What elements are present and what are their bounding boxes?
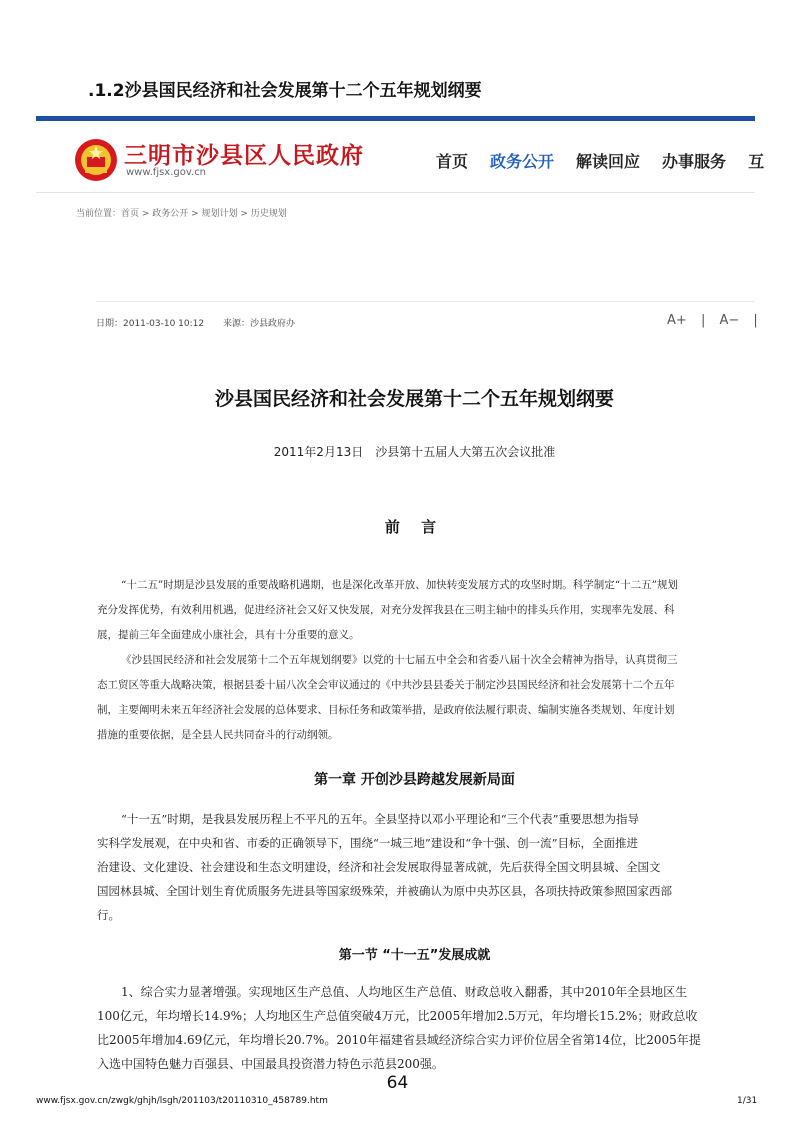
paragraph-line: 国园林县城、全国计划生育优质服务先进县等国家级殊荣，并被确认为原中央苏区县，各项扶持政策参照国家西部 [97, 884, 672, 898]
paragraph-line: “十二五”时期是沙县发展的重要战略机遇期，也是深化改革开放、加快转变发展方式的攻坚时期。科学制定“十二五”规划 [121, 579, 678, 591]
footer-page-count: 1/31 [737, 1096, 758, 1106]
site-banner [36, 121, 765, 192]
tool-separator: | [700, 313, 706, 328]
section-title: 第一节 “十一五”发展成就 [338, 948, 491, 963]
nav-item-home[interactable]: 首页 [436, 152, 469, 171]
paragraph-line: 实科学发展观，在中央和省、市委的正确领导下，围绕“一城三地”建设和“争十强、创一流”目标，全面推进 [97, 836, 639, 850]
article-source: 来源：沙县政府办 [222, 319, 295, 329]
main-nav [436, 149, 786, 172]
breadcrumb[interactable]: 当前位置：首页 > 政务公开 > 规划计划 > 历史规划 [76, 209, 287, 219]
paragraph-line: 展，提前三年全面建成小康社会，具有十分重要的意义。 [97, 629, 360, 641]
paragraph-line: 充分发挥优势，有效利用机遇，促进经济社会又好又快发展，对充分发挥我县在三明主轴中的排头兵作用，实现率先发展、科 [97, 604, 675, 616]
paragraph-line: 1、综合实力显著增强。实现地区生产总值、人均地区生产总值、财政总收入翻番，其中2010年全县地区生 [121, 985, 688, 999]
site-name[interactable]: 三明市沙县区人民政府 [124, 142, 364, 169]
chapter-body [97, 807, 755, 927]
preface-title: 前 言 [384, 518, 445, 536]
document-heading: .1.2沙县国民经济和社会发展第十二个五年规划纲要 [88, 81, 482, 101]
article-title: 沙县国民经济和社会发展第十二个五年规划纲要 [214, 388, 614, 410]
paragraph-line: 行。 [97, 908, 120, 922]
paragraph-line: 比2005年增加4.69亿元，年均增长20.7%。2010年福建省县域经济综合实力评价位居全省第14位，比2005年提 [97, 1033, 701, 1047]
font-size-tools [667, 313, 768, 328]
banner-divider [36, 192, 755, 193]
footer-url: www.fjsx.gov.cn/zwgk/ghjh/lsgh/201103/t20110310_458789.htm [36, 1096, 328, 1106]
paragraph-line: “十一五”时期，是我县发展历程上不平凡的五年。全县坚持以邓小平理论和“三个代表”重要思想为指导 [121, 812, 640, 826]
article-meta [96, 316, 311, 329]
article-subtitle: 2011年2月13日 沙县第十五届人大第五次会议批准 [273, 445, 556, 459]
national-emblem-icon [72, 137, 120, 183]
preface-body [97, 573, 755, 748]
site-url: www.fjsx.gov.cn [126, 167, 207, 178]
paragraph-line: 治建设、文化建设、社会建设和生态文明建设，经济和社会发展取得显著成就，先后获得全国文明县城、全国文 [97, 860, 661, 874]
paragraph-line: 制，主要阐明未来五年经济社会发展的总体要求、目标任务和政策举措，是政府依法履行职责、编制实施各类规划、年度计划 [97, 704, 675, 716]
nav-item-interaction[interactable]: 互 [748, 152, 765, 171]
publish-date: 日期：2011-03-10 10:12 [96, 319, 205, 329]
paragraph-line: 《沙县国民经济和社会发展第十二个五年规划纲要》以党的十七届五中全会和省委八届十次全会精神为指导，认真贯彻三 [121, 654, 678, 666]
font-larger-button[interactable]: A+ [667, 313, 687, 328]
paragraph-line: 态工贸区等重大战略决策，根据县委十届八次全会审议通过的《中共沙县县委关于制定沙县国民经济和社会发展第十二个五年 [97, 679, 675, 691]
paragraph-line: 措施的重要依据，是全县人民共同奋斗的行动纲领。 [97, 729, 339, 741]
nav-item-services[interactable]: 办事服务 [662, 152, 727, 171]
nav-item-interpretation[interactable]: 解读回应 [576, 152, 641, 171]
page-number: 64 [386, 1073, 409, 1093]
meta-divider [96, 301, 755, 302]
paragraph-line: 入选中国特色魅力百强县、中国最具投资潜力特色示范县200强。 [97, 1057, 444, 1071]
paragraph-line: 100亿元，年均增长14.9%；人均地区生产总值突破4万元，比2005年增加2.5万元，年均增长15.2%；财政总收 [97, 1009, 698, 1023]
chapter-title: 第一章 开创沙县跨越发展新局面 [314, 772, 515, 788]
section-body [97, 980, 755, 1076]
font-smaller-button[interactable]: A− [719, 313, 740, 328]
tool-separator: | [753, 313, 758, 328]
nav-item-government-affairs[interactable]: 政务公开 [490, 152, 555, 171]
